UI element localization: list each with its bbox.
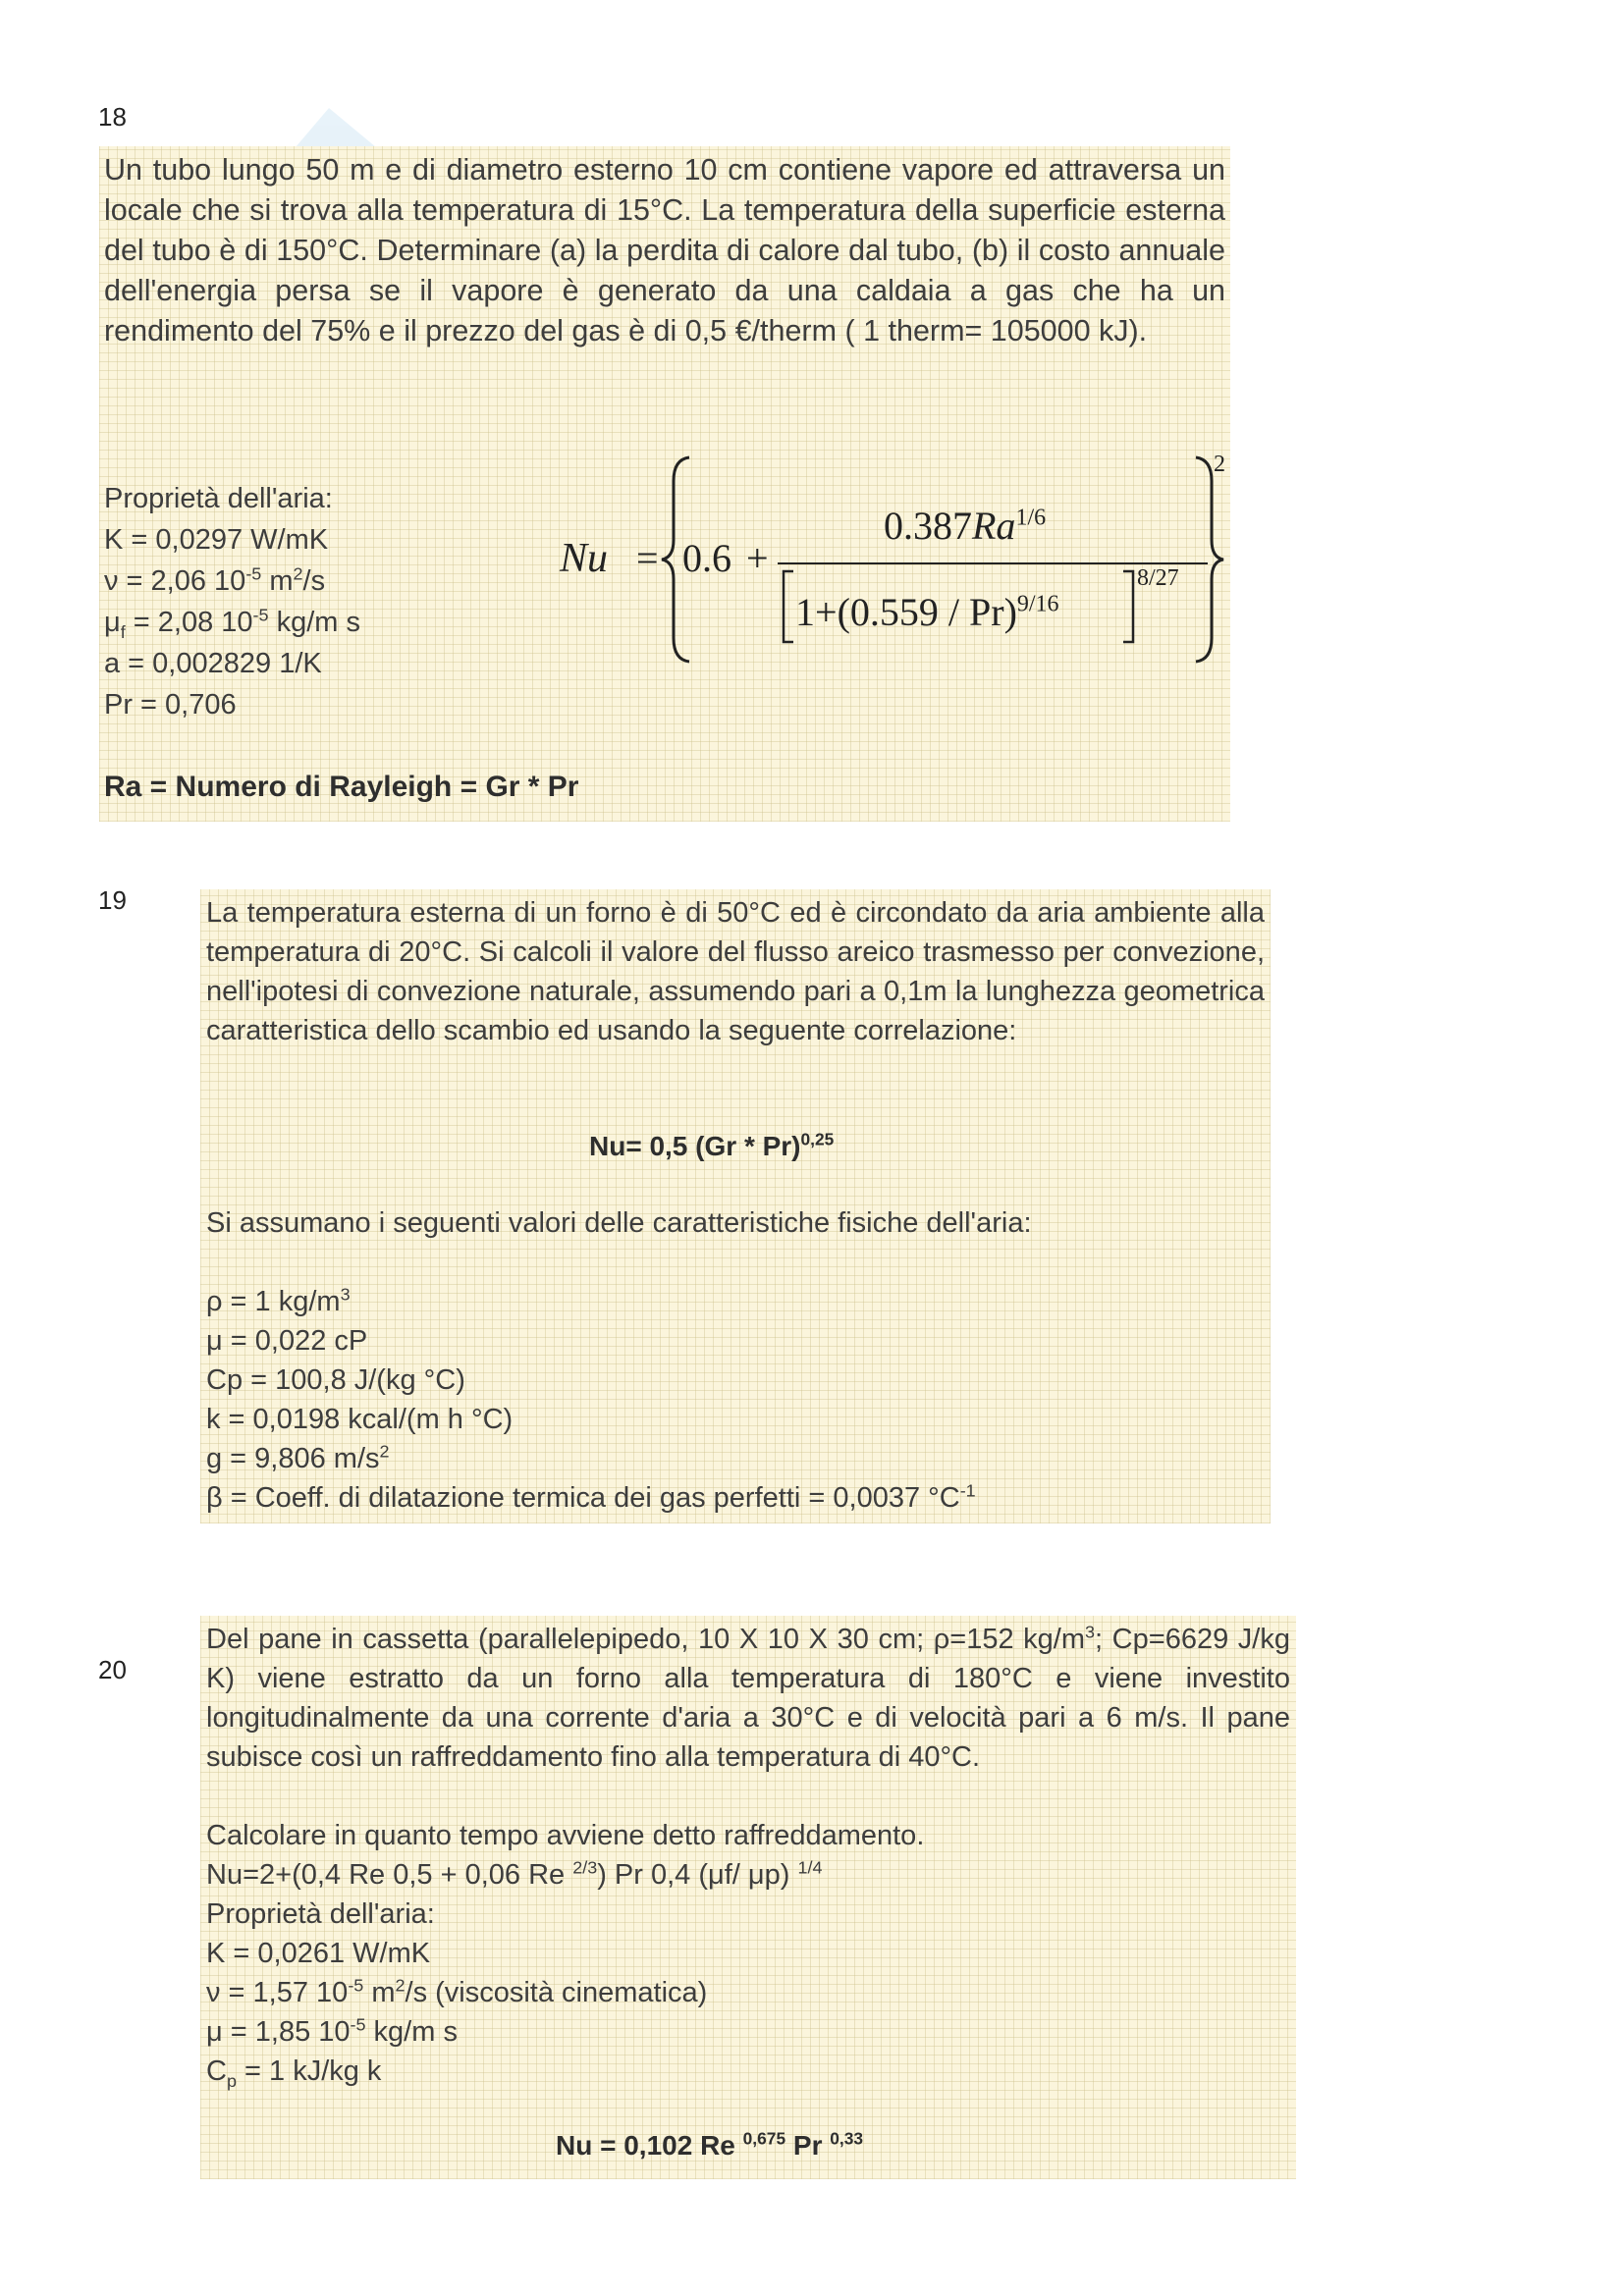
formula-outer-exponent: 2 <box>1214 452 1225 477</box>
formula-constant: 0.6 <box>682 536 731 580</box>
formula-den-exponent: 8/27 <box>1137 565 1179 591</box>
formula-numerator: $0.387Ra^{1/6}$ <box>884 504 1047 548</box>
formula-lhs: Nu <box>560 536 609 581</box>
prop-g: g = 9,806 $m/s^2$ <box>206 1441 390 1474</box>
prop-rho: ρ = 1 $kg/m^3$ <box>206 1284 351 1317</box>
problem-number: 19 <box>98 885 127 915</box>
calc-text: Calcolare in quanto tempo avviene detto raffreddamento. <box>206 1820 925 1851</box>
rayleigh-definition: Ra = Numero di Rayleigh = Gr * Pr <box>104 771 579 803</box>
prop-k: K = 0,0297 W/mK <box>104 524 329 556</box>
formula-right-bracket <box>1119 567 1139 646</box>
formula-left-bracket <box>778 567 797 646</box>
prop-k: K = 0,0261 W/mK <box>206 1938 431 1969</box>
problem-number: 18 <box>98 102 127 132</box>
prop-mu: μ = 0,022 cP <box>206 1325 368 1357</box>
properties-title: Proprietà dell'aria: <box>104 483 333 514</box>
problem-number: 20 <box>98 1655 127 1684</box>
properties-title: Proprietà dell'aria: <box>206 1898 435 1930</box>
formula-fraction-bar <box>778 562 1208 564</box>
nusselt-correlation-20: Nu=2+(0,4 Re 0,5 + 0,06 Re $^{2/3}$) Pr 0,4 (μf/ μp) $^{1/4}$ <box>206 1857 823 1891</box>
nusselt-formula <box>550 452 1237 677</box>
prop-pr: Pr = 0,706 <box>104 689 237 721</box>
correlation-19: Nu= 0,5 (Gr * Pr)$^{0,25}$ <box>589 1129 835 1161</box>
prop-a: a = 0,002829 1/K <box>104 648 322 679</box>
prop-mu: μ = 1,85 $10^{-5}$ kg/m s <box>206 2014 458 2048</box>
prop-cp: $C_p = 1$ kJ/kg k <box>206 2056 382 2091</box>
prop-cp: Cp = 100,8 J/(kg °C) <box>206 1364 465 1396</box>
prop-beta: β = Coeff. di dilatazione termica dei gas perfetti = 0,0037 $^\circ C^{-1}$ <box>206 1480 976 1514</box>
assume-text: Si assumano i seguenti valori delle caratteristiche fisiche dell'aria: <box>206 1207 1032 1239</box>
prop-nu: ν = 2,06 $10^{-5}$ $m^2/s$ <box>104 563 326 597</box>
formula-denominator: 1+(0.559 / Pr)$^{9/16}$ <box>795 590 1059 634</box>
formula-right-brace <box>1188 452 1227 667</box>
prop-k: k = 0,0198 kcal/(m h °C) <box>206 1404 514 1435</box>
prop-nu: ν = 1,57 $10^{-5}$ $m^2/s$ (viscosità cinematica) <box>206 1975 708 2008</box>
formula-eq: = <box>636 536 659 580</box>
problem-20-text: Del pane in cassetta (parallelepipedo, 10 X 10 X 30 cm; ρ=152 $kg/m^3$; Cp=6629 J/kg K) viene estratto da un forno alla temperatura di 180°C e viene investito longitudinalmente da una corrente d'aria a 30°C e di velocità pari a 6 m/s. Il pane subisce così un raffreddamento fino alla temperatura di 40°C. <box>206 1622 1290 1773</box>
final-correlation-20: Nu = 0,102 Re $^{0,675}$ Pr $^{0,33}$ <box>556 2128 864 2161</box>
problem-19-text: La temperatura esterna di un forno è di 50°C ed è circondato da aria ambiente alla temperatura di 20°C. Si calcoli il valore del flusso areico trasmesso per convezione, nell'ipotesi di convezione naturale, assumendo pari a 0,1m la lunghezza geometrica caratteristica dello scambio ed usando la seguente correlazione: <box>206 897 1265 1046</box>
prop-mu: $\mu_f = 2,08$ $10^{-5}$ kg/m s <box>104 605 360 642</box>
formula-plus: + <box>746 536 769 580</box>
problem-18-text: Un tubo lungo 50 m e di diametro esterno 10 cm contiene vapore ed attraversa un locale che si trova alla temperatura di 15°C. La temperatura della superficie esterna del tubo è di 150°C. Determinare (a) la perdita di calore dal tubo, (b) il costo annuale dell'energia persa se il vapore è generato da una caldaia a gas che ha un rendimento del 75% e il prezzo del gas è di 0,5 €/therm ( 1 therm= 105000 kJ). <box>104 153 1225 347</box>
